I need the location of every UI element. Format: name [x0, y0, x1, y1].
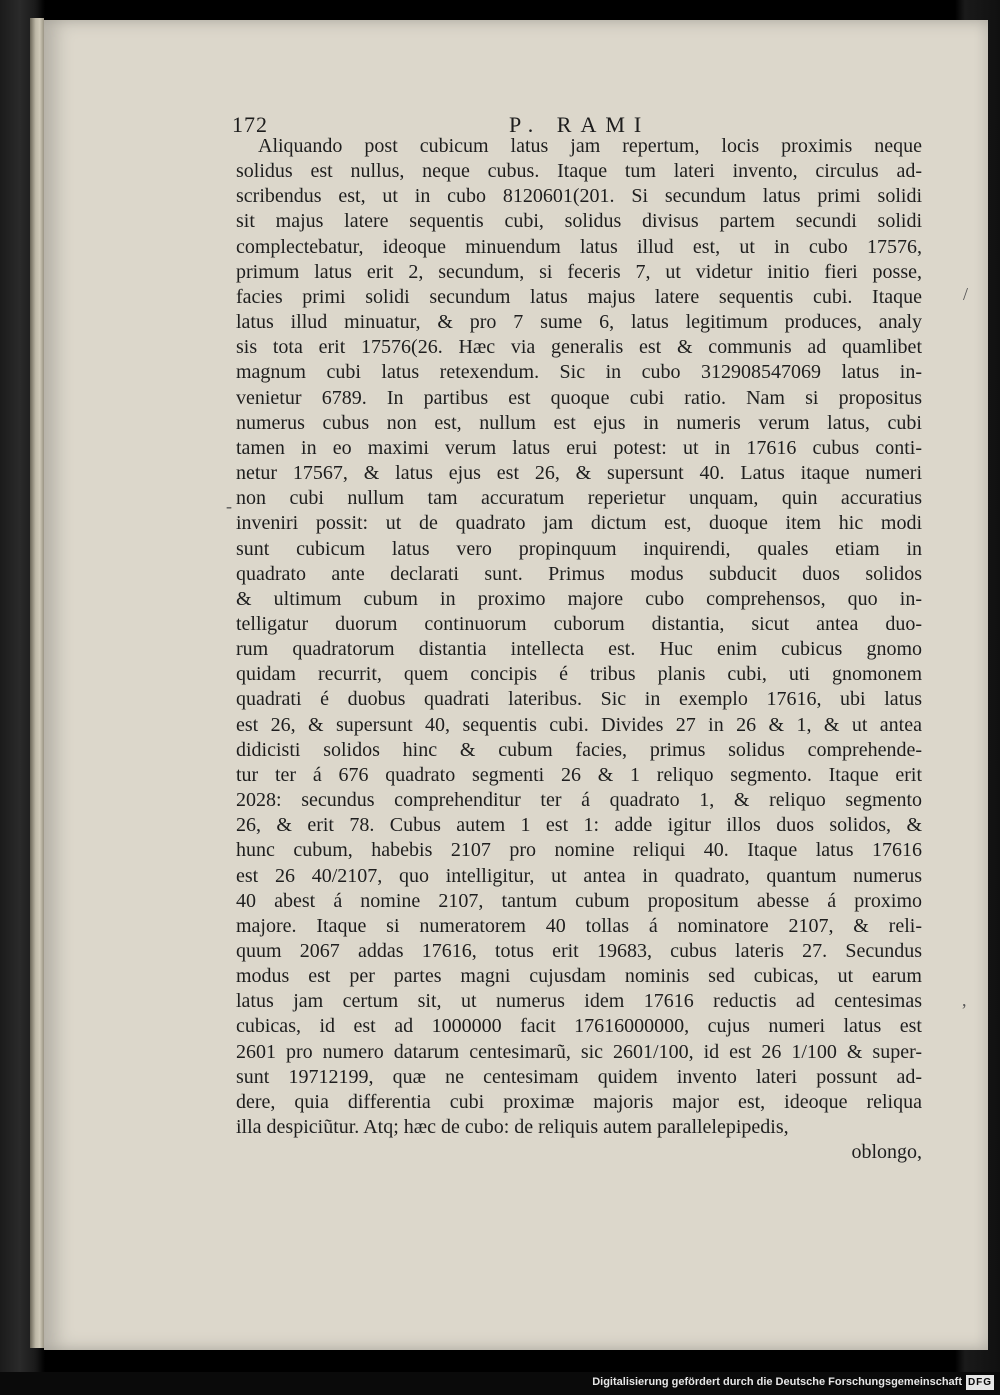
text-line: latus illud minuatur, & pro 7 sume 6, latus legitimum produces, analy: [236, 311, 922, 334]
page-gutter-edge: [30, 18, 44, 1348]
text-line: dere, quia differentia cubi proximæ majoris major est, ideoque reliqua: [236, 1090, 922, 1113]
text-line: sis tota erit 17576(26. Hæc via generalis est & communis ad quamlibet: [236, 336, 922, 359]
text-line: majore. Itaque si numeratorem 40 tollas á nominatore 2107, & reli-: [236, 914, 922, 937]
footer-credit: Digitalisierung gefördert durch die Deutsche Forschungsgemeinschaft: [592, 1376, 962, 1388]
text-line: est 26, & supersunt 40, sequentis cubi. Divides 27 in 26 & 1, & ut antea: [236, 713, 922, 736]
text-line: non cubi nullum tam accuratum reperietur unquam, quin accuratius: [236, 487, 922, 510]
text-line: scribendus est, ut in cubo 8120601(201. Si secundum latus primi solidi: [236, 185, 922, 208]
dfg-logo: DFG: [967, 1377, 993, 1388]
text-line: sit majus latere sequentis cubi, solidus divisus partem secundi solidi: [236, 210, 922, 233]
text-line: complectebatur, ideoque minuendum latus illud est, ut in cubo 17576,: [236, 235, 922, 258]
text-line: primum latus erit 2, secundum, si feceris 7, ut videtur initio fieri posse,: [236, 260, 922, 283]
text-line: modus est per partes magni cujusdam nominis sed cubicas, ut earum: [236, 965, 922, 988]
text-line: illa despiciũtur. Atq; hæc de cubo: de reliquis autem parallelepipedis,: [236, 1116, 789, 1139]
text-line: & ultimum cubum in proximo majore cubo comprehensos, quo in-: [236, 587, 922, 610]
text-line: Aliquando post cubicum latus jam repertum, locis proximis neque: [258, 135, 922, 157]
text-line: tamen in eo maximi verum latus erui potest: ut in 17616 cubus conti-: [236, 436, 922, 459]
text-line: tur ter á 676 quadrato segmenti 26 & 1 reliquo segmento. Itaque erit: [236, 763, 922, 786]
text-line: 26, & erit 78. Cubus autem 1 est 1: adde igitur illos duos solidos, &: [236, 814, 922, 837]
text-line: latus jam certum sit, ut numerus idem 17616 reductis ad centesimas: [236, 990, 922, 1013]
margin-speck: ,: [962, 990, 967, 1010]
text-line: venietur 6789. In partibus est quoque cubi ratio. Nam si propositus: [236, 386, 922, 409]
text-line: sunt 19712199, quæ ne centesimam quidem invento lateri possunt ad-: [236, 1065, 922, 1088]
text-line: facies primi solidi secundum latus majus latere sequentis cubi. Itaque: [236, 285, 922, 308]
text-line: didicisti solidos hinc & cubum facies, primus solidus comprehende-: [236, 738, 922, 761]
text-line: numerus cubus non est, nullum est ejus in numeris verum latus, cubi: [236, 411, 922, 434]
page-number: 172: [232, 112, 268, 137]
text-line: hunc cubum, habebis 2107 pro nomine reliqui 40. Itaque latus 17616: [236, 839, 922, 862]
margin-speck: -: [226, 496, 232, 516]
text-line: magnum cubi latus retexendum. Sic in cubo 312908547069 latus in-: [236, 361, 922, 384]
text-line: cubicas, id est ad 1000000 facit 17616000000, cujus numeri latus est: [236, 1015, 922, 1038]
text-line: quum 2067 addas 17616, totus erit 19683, cubus lateris 27. Secundus: [236, 940, 922, 962]
text-line: quadrati é duobus quadrati lateribus. Sic in exemplo 17616, ubi latus: [236, 688, 922, 711]
catchword: oblongo,: [851, 1141, 922, 1164]
text-line: quidam recurrit, quem concipis é tribus planis cubi, uti gnomonem: [236, 663, 922, 686]
text-line: est 26 40/2107, quo intelligitur, ut antea in quadrato, quantum numerus: [236, 864, 922, 887]
text-line: telligatur duorum continuorum cuborum distantia, sicut antea duo-: [236, 612, 922, 635]
running-title: P. RAMI: [509, 112, 651, 137]
text-line: sunt cubicum latus vero propinquum inquirendi, quales etiam in: [236, 537, 922, 560]
text-line: 2028: secundus comprehenditur ter á quadrato 1, & reliquo segmento: [236, 789, 922, 812]
text-line: solidus est nullus, neque cubus. Itaque tum lateri invento, circulus ad-: [236, 160, 922, 183]
text-line: rum quadratorum distantia intellecta est. Huc enim cubicus gnomo: [236, 638, 922, 661]
text-line: netur 17567, & latus ejus est 26, & supersunt 40. Latus itaque numeri: [236, 462, 922, 485]
margin-speck: /: [963, 284, 969, 304]
text-line: 40 abest á nomine 2107, tantum cubum propositum abesse á proximo: [236, 889, 922, 912]
text-line: inveniri possit: ut de quadrato jam dictum est, duoque item hic modi: [236, 512, 922, 535]
digitization-footer: [0, 1372, 1000, 1395]
text-line: 2601 pro numero datarum centesimarũ, sic 2601/100, id est 26 1/100 & super-: [236, 1040, 922, 1063]
text-line: quadrato ante declarati sunt. Primus modus subducit duos solidos: [236, 562, 922, 585]
body-text: [236, 134, 922, 1165]
